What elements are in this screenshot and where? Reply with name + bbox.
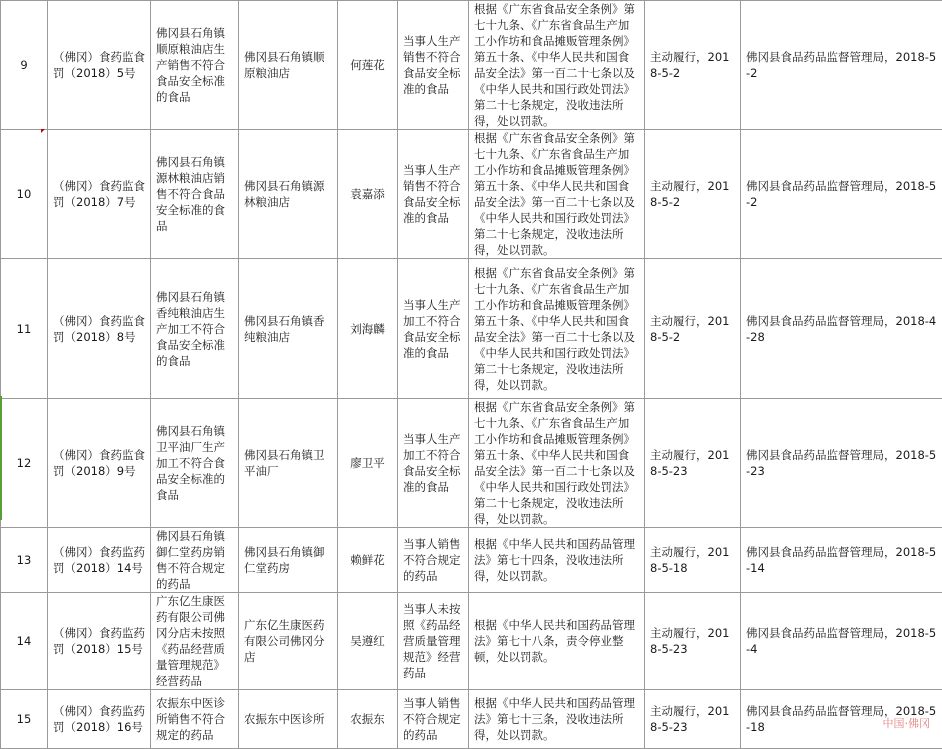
cell-party[interactable]: 佛冈县石角镇顺原粮油店: [239, 1, 338, 130]
table-row: [1, 399, 942, 528]
cell-agency-date[interactable]: 佛冈县食品药品监督管理局，2018-5-2: [741, 130, 942, 259]
table-row: [1, 1, 942, 130]
cell-case-name[interactable]: 农振东中医诊所销售不符合规定的药品: [151, 690, 239, 749]
cell-penalty-basis[interactable]: 根据《中华人民共和国药品管理法》第七十八条，责令停业整顿，处以罚款。: [469, 593, 645, 690]
cell-agency-date[interactable]: 佛冈县食品药品监督管理局，2018-5-14: [741, 528, 942, 593]
table-row: [1, 528, 942, 593]
cell-penalty-basis[interactable]: 根据《中华人民共和国药品管理法》第七十四条，没收违法所得，处以罚款。: [469, 528, 645, 593]
cell-index[interactable]: 13: [1, 528, 48, 593]
cell-performance[interactable]: 主动履行，2018-5-2: [645, 130, 741, 259]
cell-violation-fact[interactable]: 当事人销售不符合规定的药品: [398, 528, 469, 593]
cell-violation-fact[interactable]: 当事人生产销售不符合食品安全标准的食品: [398, 130, 469, 259]
cell-penalty-basis[interactable]: 根据《中华人民共和国药品管理法》第七十三条，没收违法所得，处以罚款。: [469, 690, 645, 749]
table-row: [1, 259, 942, 399]
cell-document-number[interactable]: （佛冈）食药监食罚（2018）9号: [48, 399, 151, 528]
cell-index[interactable]: 11: [1, 259, 48, 399]
comment-marker: [41, 129, 45, 133]
row-selection-indicator: [0, 396, 2, 520]
cell-performance[interactable]: 主动履行，2018-5-18: [645, 528, 741, 593]
cell-performance[interactable]: 主动履行，2018-5-23: [645, 593, 741, 690]
cell-document-number[interactable]: （佛冈）食药监药罚（2018）15号: [48, 593, 151, 690]
cell-performance[interactable]: 主动履行，2018-5-23: [645, 690, 741, 749]
cell-performance[interactable]: 主动履行，2018-5-2: [645, 1, 741, 130]
cell-performance[interactable]: 主动履行，2018-5-2: [645, 259, 741, 399]
watermark-logo: 中国·佛冈: [883, 715, 931, 731]
cell-document-number[interactable]: （佛冈）食药监食罚（2018）7号: [48, 130, 151, 259]
table-row: [1, 593, 942, 690]
cell-penalty-basis[interactable]: 根据《广东省食品安全条例》第七十九条、《广东省食品生产加工小作坊和食品摊贩管理条例》第五十条、《中华人民共和国食品安全法》第一百二十七条以及《中华人民共和国行政处罚法》第二十七条规定，没收违法所得，处以罚款。: [469, 399, 645, 528]
cell-party[interactable]: 广东亿生康医药有限公司佛冈分店: [239, 593, 338, 690]
cell-index[interactable]: 12: [1, 399, 48, 528]
cell-case-name[interactable]: 佛冈县石角镇源林粮油店销售不符合食品安全标准的食品: [151, 130, 239, 259]
cell-case-name[interactable]: 佛冈县石角镇御仁堂药房销售不符合规定的药品: [151, 528, 239, 593]
cell-violation-fact[interactable]: 当事人未按照《药品经营质量管理规范》经营药品: [398, 593, 469, 690]
cell-legal-representative[interactable]: 农振东: [338, 690, 398, 749]
cell-legal-representative[interactable]: 廖卫平: [338, 399, 398, 528]
table-row: [1, 130, 942, 259]
cell-party[interactable]: 佛冈县石角镇御仁堂药房: [239, 528, 338, 593]
cell-case-name[interactable]: 佛冈县石角镇香纯粮油店生产加工不符合食品安全标准的食品: [151, 259, 239, 399]
cell-document-number[interactable]: （佛冈）食药监食罚（2018）8号: [48, 259, 151, 399]
cell-violation-fact[interactable]: 当事人生产加工不符合食品安全标准的食品: [398, 399, 469, 528]
cell-party[interactable]: 佛冈县石角镇香纯粮油店: [239, 259, 338, 399]
cell-violation-fact[interactable]: 当事人生产加工不符合食品安全标准的食品: [398, 259, 469, 399]
cell-violation-fact[interactable]: 当事人销售不符合规定的药品: [398, 690, 469, 749]
cell-case-name[interactable]: 佛冈县石角镇卫平油厂生产加工不符合食品安全标准的食品: [151, 399, 239, 528]
cell-penalty-basis[interactable]: 根据《广东省食品安全条例》第七十九条、《广东省食品生产加工小作坊和食品摊贩管理条例》第五十条、《中华人民共和国食品安全法》第一百二十七条以及《中华人民共和国行政处罚法》第二十七条规定，没收违法所得，处以罚款。: [469, 259, 645, 399]
cell-penalty-basis[interactable]: 根据《广东省食品安全条例》第七十九条、《广东省食品生产加工小作坊和食品摊贩管理条例》第五十条、《中华人民共和国食品安全法》第一百二十七条以及《中华人民共和国行政处罚法》第二十七条规定，没收违法所得，处以罚款。: [469, 1, 645, 130]
cell-agency-date[interactable]: 佛冈县食品药品监督管理局，2018-5-4: [741, 593, 942, 690]
cell-legal-representative[interactable]: 吴遵红: [338, 593, 398, 690]
cell-agency-date[interactable]: 佛冈县食品药品监督管理局，2018-4-28: [741, 259, 942, 399]
cell-party[interactable]: 佛冈县石角镇源林粮油店: [239, 130, 338, 259]
cell-performance[interactable]: 主动履行，2018-5-23: [645, 399, 741, 528]
cell-case-name[interactable]: 广东亿生康医药有限公司佛冈分店未按照《药品经营质量管理规范》经营药品: [151, 593, 239, 690]
cell-party[interactable]: 佛冈县石角镇卫平油厂: [239, 399, 338, 528]
cell-violation-fact[interactable]: 当事人生产销售不符合食品安全标准的食品: [398, 1, 469, 130]
cell-document-number[interactable]: （佛冈）食药监食罚（2018）5号: [48, 1, 151, 130]
cell-document-number[interactable]: （佛冈）食药监药罚（2018）14号: [48, 528, 151, 593]
cell-penalty-basis[interactable]: 根据《广东省食品安全条例》第七十九条、《广东省食品生产加工小作坊和食品摊贩管理条例》第五十条、《中华人民共和国食品安全法》第一百二十七条以及《中华人民共和国行政处罚法》第二十七条规定，没收违法所得，处以罚款。: [469, 130, 645, 259]
cell-agency-date[interactable]: 佛冈县食品药品监督管理局，2018-5-23: [741, 399, 942, 528]
cell-legal-representative[interactable]: 刘海麟: [338, 259, 398, 399]
cell-index[interactable]: 15: [1, 690, 48, 749]
cell-legal-representative[interactable]: 何莲花: [338, 1, 398, 130]
cell-legal-representative[interactable]: 袁嘉添: [338, 130, 398, 259]
cell-legal-representative[interactable]: 赖鲜花: [338, 528, 398, 593]
cell-agency-date[interactable]: 佛冈县食品药品监督管理局，2018-5-18: [741, 690, 942, 749]
table-row: [1, 690, 942, 749]
cell-document-number[interactable]: （佛冈）食药监药罚（2018）16号: [48, 690, 151, 749]
cell-index[interactable]: 10: [1, 130, 48, 259]
cell-index[interactable]: 9: [1, 1, 48, 130]
cell-case-name[interactable]: 佛冈县石角镇顺原粮油店生产销售不符合食品安全标准的食品: [151, 1, 239, 130]
cell-agency-date[interactable]: 佛冈县食品药品监督管理局，2018-5-2: [741, 1, 942, 130]
cell-party[interactable]: 农振东中医诊所: [239, 690, 338, 749]
cell-index[interactable]: 14: [1, 593, 48, 690]
